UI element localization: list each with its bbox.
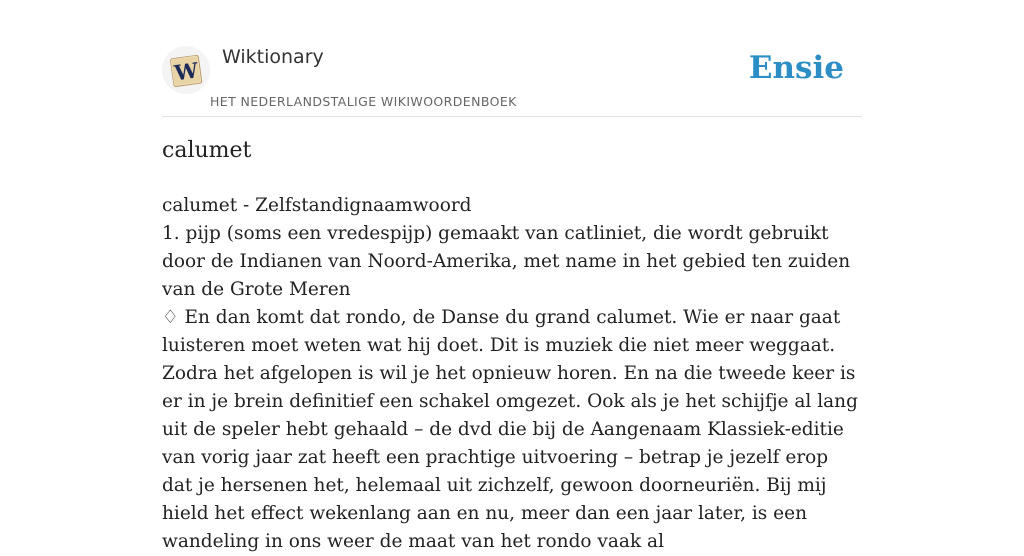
definition-text: 1. pijp (soms een vredespijp) gemaakt van catliniet, die wordt gebruikt door de Indianen van Noord-Amerika, met name in het gebied ten zuiden van de Grote Meren (162, 223, 851, 300)
entry-body (162, 192, 862, 556)
site-tagline: HET NEDERLANDSTALIGE WIKIWOORDENBOEK (210, 94, 517, 109)
example-quote: ♢ En dan komt dat rondo, de Danse du grand calumet. Wie er naar gaat luisteren moet weten wat hij doet. Dit is muziek die niet meer weggaat. Zodra het afgelopen is wil je het opnieuw horen. En na die tweede keer is er in je brein definitief een schakel omgezet. Ook als je het schijfje al lang uit de speler hebt gehaald – de dvd die bij de Aangenaam Klassiek-editie van vorig jaar zat heeft een prachtige uitvoering – betrap je jezelf erop dat je hersenen het, helemaal uit zichzelf, gewoon doorneuriën. Bij mij hield het effect wekenlang aan en nu, meer dan een jaar later, is een wandeling in ons weer de maat van het rondo vaak al (162, 307, 858, 552)
wiktionary-logo[interactable] (162, 46, 210, 94)
site-header (162, 40, 862, 117)
wiktionary-logo-icon (162, 46, 210, 94)
site-name[interactable]: Wiktionary (222, 46, 324, 68)
part-of-speech-line: calumet - Zelfstandignaamwoord (162, 195, 472, 216)
ensie-brand-logo[interactable]: Ensie (748, 50, 844, 86)
svg-text:W: W (172, 57, 200, 86)
entry-title: calumet (162, 138, 252, 163)
